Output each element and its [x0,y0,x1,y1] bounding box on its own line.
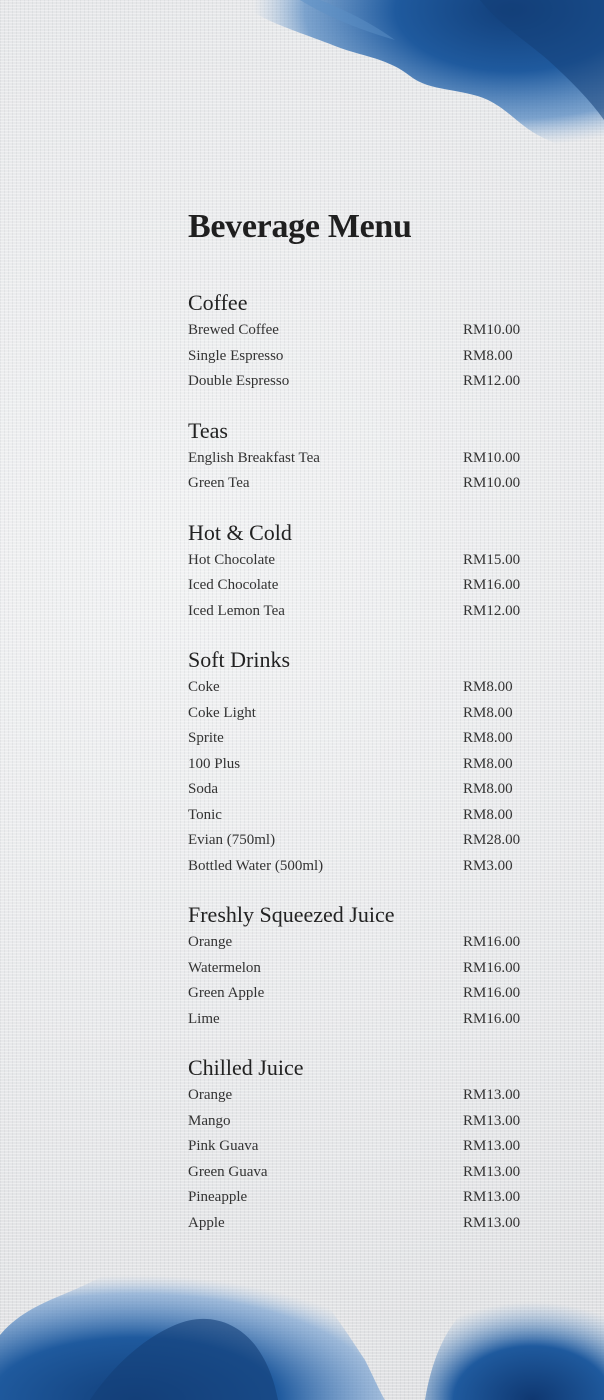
item-price: RM13.00 [463,1112,521,1129]
item-name: Evian (750ml) [188,832,276,848]
item-name: Hot Chocolate [188,551,276,568]
item-price: RM8.00 [463,704,513,721]
item-name: Brewed Coffee [188,322,279,338]
menu-item [188,777,533,803]
item-price: RM8.00 [463,806,513,823]
menu-item [188,446,533,472]
item-name: Coke Light [188,704,256,721]
item-name: Single Espresso [188,347,284,364]
item-name: Green Apple [188,985,265,1001]
menu-item [188,675,533,701]
item-price: RM16.00 [463,1010,521,1027]
menu-section [188,901,533,1032]
menu-item [188,752,533,778]
item-price: RM10.00 [463,475,521,491]
menu-item [188,1134,533,1160]
item-name: Lime [188,1010,220,1027]
item-name: Orange [188,934,233,950]
item-price: RM12.00 [463,602,521,619]
item-price: RM16.00 [463,934,521,950]
menu-item [188,344,533,370]
menu-sections [188,289,533,1236]
item-name: Green Tea [188,475,250,491]
item-price: RM12.00 [463,373,521,389]
item-price: RM16.00 [463,959,521,976]
item-name: Tonic [188,806,222,823]
item-name: Watermelon [188,959,261,976]
menu-item [188,1185,533,1211]
menu-section [188,646,533,879]
item-name: Coke [188,679,220,695]
section-heading: Teas [188,417,228,443]
menu-item [188,726,533,752]
section-heading: Soft Drinks [188,647,291,672]
watercolor-top-decoration [0,0,604,200]
item-price: RM3.00 [463,857,513,874]
item-price: RM8.00 [463,347,513,364]
menu-item [188,930,533,956]
item-price: RM8.00 [463,781,513,797]
menu-item [188,828,533,854]
menu-section [188,1054,533,1236]
menu-section [188,417,533,497]
item-price: RM13.00 [463,1189,521,1205]
item-name: English Breakfast Tea [188,449,320,466]
item-name: Pineapple [188,1189,248,1205]
menu-item [188,956,533,982]
item-name: Double Espresso [188,373,290,389]
menu-item [188,599,533,625]
item-price: RM8.00 [463,730,513,746]
beverage-menu [188,205,533,1258]
item-price: RM8.00 [463,755,513,772]
menu-item [188,854,533,880]
item-name: Mango [188,1112,231,1129]
item-price: RM10.00 [463,449,521,466]
item-name: Soda [188,781,218,797]
menu-item [188,548,533,574]
menu-section [188,289,533,395]
item-price: RM13.00 [463,1138,521,1154]
section-heading: Chilled Juice [188,1055,304,1080]
section-heading: Coffee [188,290,248,315]
item-name: Orange [188,1087,233,1103]
menu-item [188,803,533,829]
menu-item [188,1211,533,1237]
item-price: RM15.00 [463,551,521,568]
menu-item [188,1109,533,1135]
menu-section [188,519,533,625]
item-name: Bottled Water (500ml) [188,857,324,874]
item-price: RM8.00 [463,679,513,695]
item-name: Iced Lemon Tea [188,602,285,619]
menu-item [188,1160,533,1186]
item-price: RM13.00 [463,1163,521,1180]
menu-item [188,573,533,599]
item-name: Green Guava [188,1163,268,1180]
item-name: Sprite [188,730,224,746]
menu-item [188,701,533,727]
item-name: 100 Plus [188,755,241,772]
item-name: Iced Chocolate [188,577,279,593]
menu-item [188,981,533,1007]
menu-item [188,471,533,497]
section-heading: Freshly Squeezed Juice [188,902,395,927]
item-price: RM16.00 [463,985,521,1001]
menu-item [188,1007,533,1033]
item-price: RM13.00 [463,1214,521,1231]
menu-item [188,318,533,344]
item-price: RM28.00 [463,832,521,848]
item-price: RM13.00 [463,1087,521,1103]
item-name: Apple [188,1214,225,1231]
item-price: RM16.00 [463,577,521,593]
item-price: RM10.00 [463,322,521,338]
menu-item [188,369,533,395]
menu-item [188,1083,533,1109]
item-name: Pink Guava [188,1138,259,1154]
section-heading: Hot & Cold [188,519,292,545]
menu-title: Beverage Menu [188,208,412,245]
